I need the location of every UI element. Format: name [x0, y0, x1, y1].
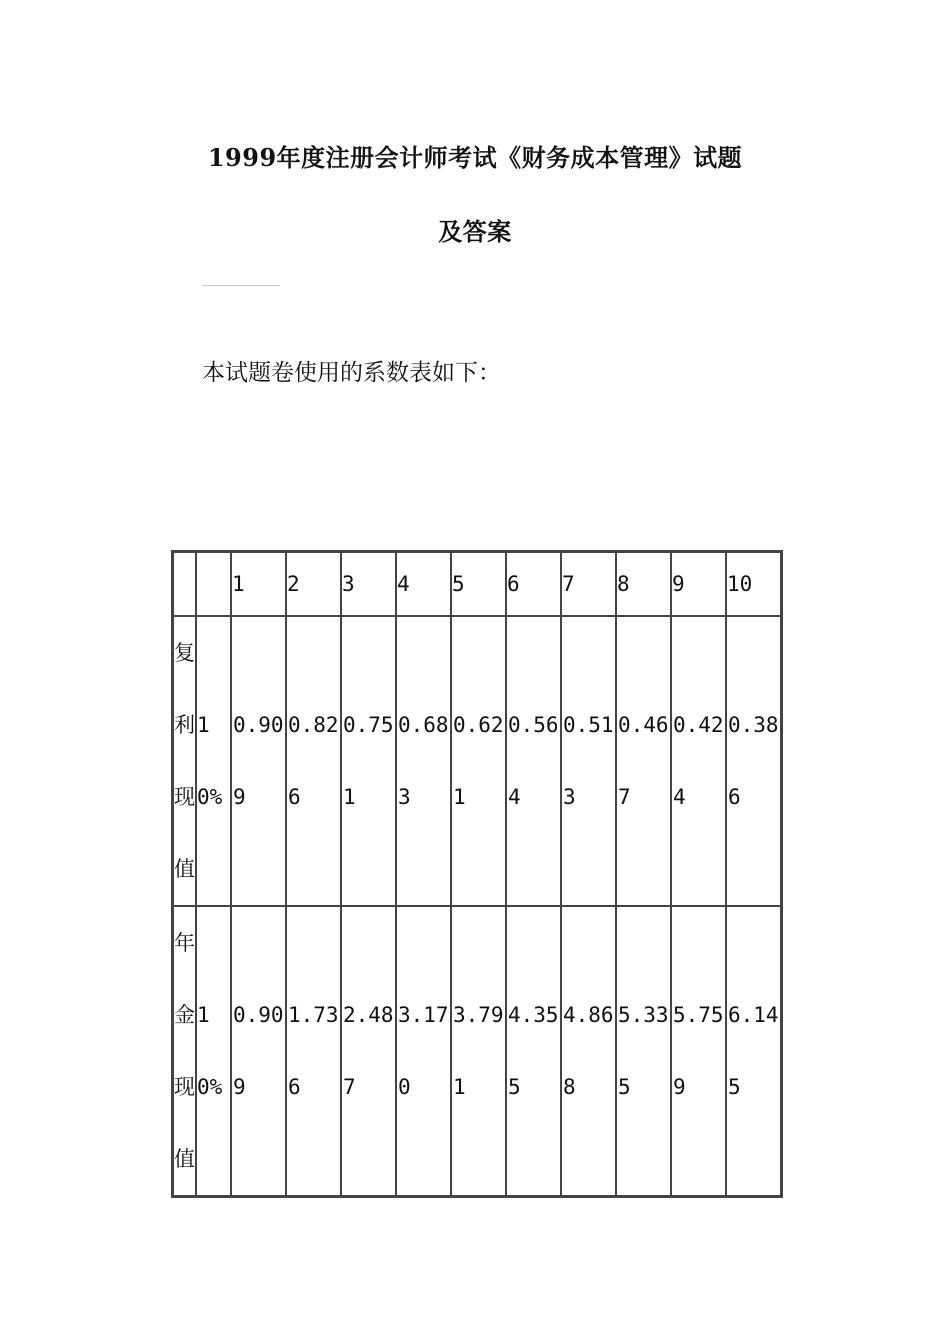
table-row: [173, 616, 781, 906]
table-cell: 0.467: [616, 616, 671, 906]
divider: [202, 285, 280, 286]
table-cell: 3.170: [396, 906, 451, 1196]
row-label: 年金现值: [173, 906, 196, 1196]
period-header: 2: [286, 552, 341, 616]
coefficient-table: [171, 550, 783, 1198]
row-rate: 10%: [196, 616, 231, 906]
period-header: 9: [671, 552, 726, 616]
document-title-continued: 及答案: [438, 217, 512, 246]
table-cell: 6.145: [726, 906, 781, 1196]
table-cell: 0.909: [231, 906, 286, 1196]
table-cell: 0.621: [451, 616, 506, 906]
table-cell: 0.683: [396, 616, 451, 906]
table-cell: 0.513: [561, 616, 616, 906]
table-row: [173, 906, 781, 1196]
table-cell: 0.909: [231, 616, 286, 906]
period-header: 8: [616, 552, 671, 616]
period-header: 4: [396, 552, 451, 616]
table-cell: 0.424: [671, 616, 726, 906]
header-empty-cell: [173, 552, 196, 616]
row-rate: 10%: [196, 906, 231, 1196]
table-cell: 4.355: [506, 906, 561, 1196]
document-title: 1999年度注册会计师考试《财务成本管理》试题: [207, 143, 743, 172]
table-cell: 4.868: [561, 906, 616, 1196]
table-header-row: [173, 552, 781, 616]
table-cell: 5.759: [671, 906, 726, 1196]
period-header: 1: [231, 552, 286, 616]
row-label: 复利现值: [173, 616, 196, 906]
table-cell: 2.487: [341, 906, 396, 1196]
table-cell: 0.826: [286, 616, 341, 906]
period-header: 6: [506, 552, 561, 616]
table-cell: 0.564: [506, 616, 561, 906]
table-cell: 0.386: [726, 616, 781, 906]
period-header: 7: [561, 552, 616, 616]
intro-text: 本试题卷使用的系数表如下：: [202, 360, 501, 386]
table-cell: 5.335: [616, 906, 671, 1196]
table-cell: 3.791: [451, 906, 506, 1196]
header-empty-cell: [196, 552, 231, 616]
period-header: 10: [726, 552, 781, 616]
period-header: 3: [341, 552, 396, 616]
period-header: 5: [451, 552, 506, 616]
table-cell: 0.751: [341, 616, 396, 906]
table-cell: 1.736: [286, 906, 341, 1196]
